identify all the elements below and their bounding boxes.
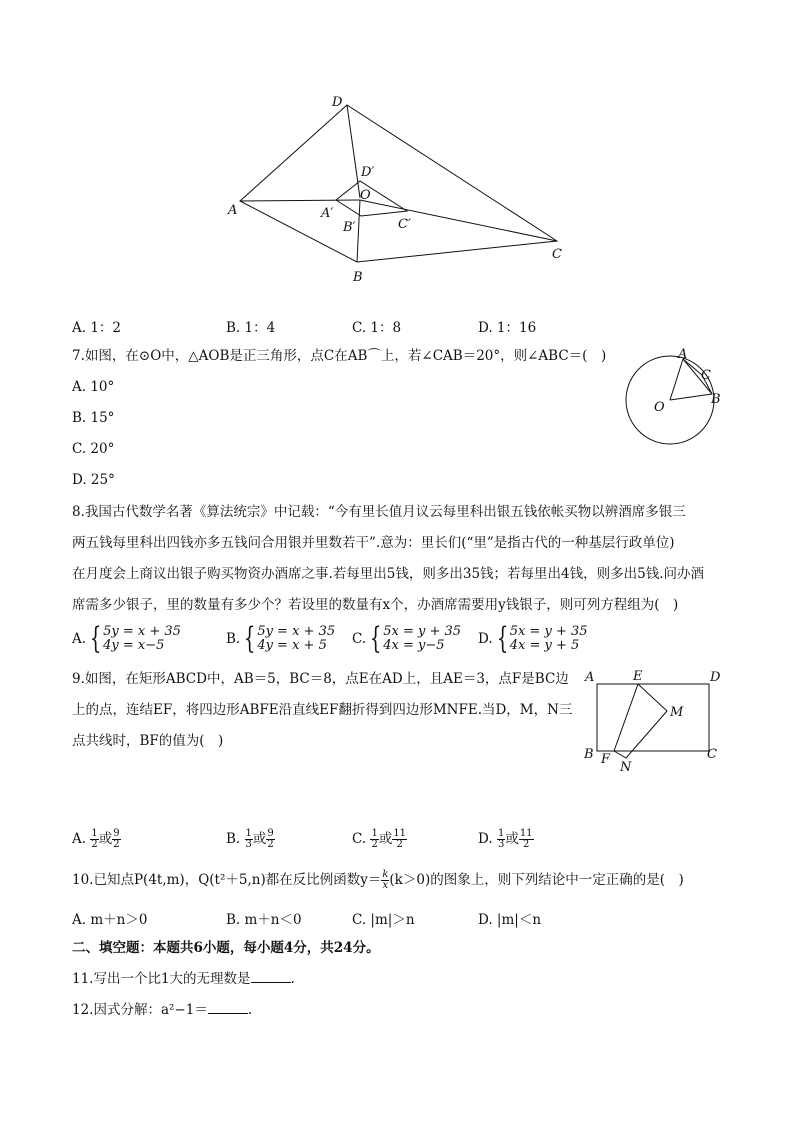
label-C: C (552, 247, 562, 262)
label-O: O (654, 400, 665, 415)
q8-option-d: D. { 5x = y + 35 4x = y + 5 (478, 621, 588, 656)
q9-line-2: 上的点，连结EF，将四边形ABFE沿直线EF翻折得到四边形MNFE.当D，M，N三 (72, 702, 573, 718)
q6-option-b: B. 1：4 (226, 320, 276, 336)
label-A: A (228, 203, 238, 218)
rectangle-ABCD (597, 684, 709, 751)
label-C-prime: C′ (398, 217, 411, 232)
q8-line-2: 两五钱每里科出四钱亦多五钱问合用银并里数若干”.意为：里长们(“里”是指古代的一种基层行政单位) (72, 535, 675, 551)
q10-option-b: B. m＋n＜0 (226, 912, 302, 928)
segment-OA (670, 359, 683, 400)
q8-line-3: 在月度会上商议出银子购买物资办酒席之事.若每里出5钱，则多出35钱；若每里出4钱，则多出5钱.问办酒 (72, 566, 705, 582)
q9-line-1: 9.如图，在矩形ABCD中，AB＝5，BC＝8，点E在AD上，且AE＝3，点F是BC边 (72, 671, 569, 687)
q12-stem: 12.因式分解：a²−1＝ . (72, 1002, 253, 1018)
q7-option-b: B. 15° (72, 410, 115, 426)
inner-quadrilateral (336, 181, 407, 216)
outer-quadrilateral (240, 105, 557, 262)
q8-option-c: C. { 5x = y + 35 4x = y−5 (352, 621, 462, 656)
q8-option-a: A. { 5y = x + 35 4y = x−5 (72, 621, 181, 656)
label-D: D (332, 95, 343, 110)
section-heading: 二、填空题：本题共6小题，每小题4分，共24分。 (72, 940, 380, 956)
q7-option-d: D. 25° (72, 472, 115, 488)
label-D-prime: D′ (361, 165, 375, 180)
q7-option-a: A. 10° (72, 379, 115, 395)
q10-option-a: A. m＋n＞0 (72, 912, 148, 928)
segment-AO (240, 200, 360, 201)
q7-option-c: C. 20° (72, 441, 115, 457)
quadrilateral-figure (220, 88, 580, 288)
q10-stem: 10.已知点P(4t,m)，Q(t²＋5,n)都在反比例函数y＝ $\frac{k}{x}$ (k＞0)的图象上，则下列结论中一定正确的是( ) (72, 869, 684, 891)
q9-option-a: A. $\frac{1}{2}$ 或 $\frac{9}{2}$ (72, 828, 120, 850)
q6-option-a: A. 1：2 (72, 320, 122, 336)
segment-EF (614, 684, 638, 751)
label-A-prime: A′ (321, 206, 334, 221)
q11-stem: 11.写出一个比1大的无理数是 . (72, 971, 295, 987)
q12-answer-blank[interactable] (208, 1001, 248, 1014)
label-N: N (620, 760, 632, 774)
q10-option-d: D. |m|＜n (478, 912, 542, 928)
label-A: A (678, 347, 688, 362)
segment-DO (347, 105, 360, 198)
label-D: D (710, 670, 721, 685)
q8-line-1: 8.我国古代数学名著《算法统宗》中记载：“今有里长值月议云每里科出银五钱依帐买物以辨酒席多银三 (72, 504, 686, 520)
segment-BO (357, 200, 360, 262)
q11-answer-blank[interactable] (251, 970, 291, 983)
q9-line-3: 点共线时，BF的值为( ) (72, 733, 224, 749)
label-B: B (353, 270, 363, 285)
label-C: C (701, 368, 711, 383)
q9-option-b: B. $\frac{1}{3}$ 或 $\frac{9}{2}$ (226, 828, 274, 850)
label-O: O (360, 188, 371, 203)
circle-figure (615, 345, 730, 445)
q6-option-c: C. 1：8 (352, 320, 402, 336)
label-A: A (585, 670, 595, 685)
label-E: E (633, 669, 643, 684)
label-B-prime: B′ (343, 220, 356, 235)
label-B: B (584, 747, 594, 762)
q8-option-b: B. { 5y = x + 35 4y = x + 5 (226, 621, 336, 656)
q9-option-c: C. $\frac{1}{2}$ 或 $\frac{11}{2}$ (352, 828, 407, 850)
rectangle-figure (580, 664, 730, 774)
folded-quadrilateral (614, 684, 667, 758)
q8-line-4: 席需多少银子，里的数量有多少个？若设里的数量有x个，办酒席需要用y钱银子，则可列方程组为( ) (72, 597, 679, 613)
q10-option-c: C. |m|＞n (352, 912, 415, 928)
segment-CO (360, 200, 557, 241)
label-C: C (707, 747, 717, 762)
label-B: B (711, 392, 721, 407)
label-F: F (601, 752, 611, 767)
label-M: M (670, 705, 684, 720)
segment-OB (670, 394, 712, 400)
q9-option-d: D. $\frac{1}{3}$ 或 $\frac{11}{2}$ (478, 828, 533, 850)
q7-stem: 7.如图，在⊙O中，△AOB是正三角形，点C在AB⌒上，若∠CAB＝20°，则∠ABC＝( ) (72, 348, 607, 364)
q6-option-d: D. 1：16 (478, 320, 537, 336)
